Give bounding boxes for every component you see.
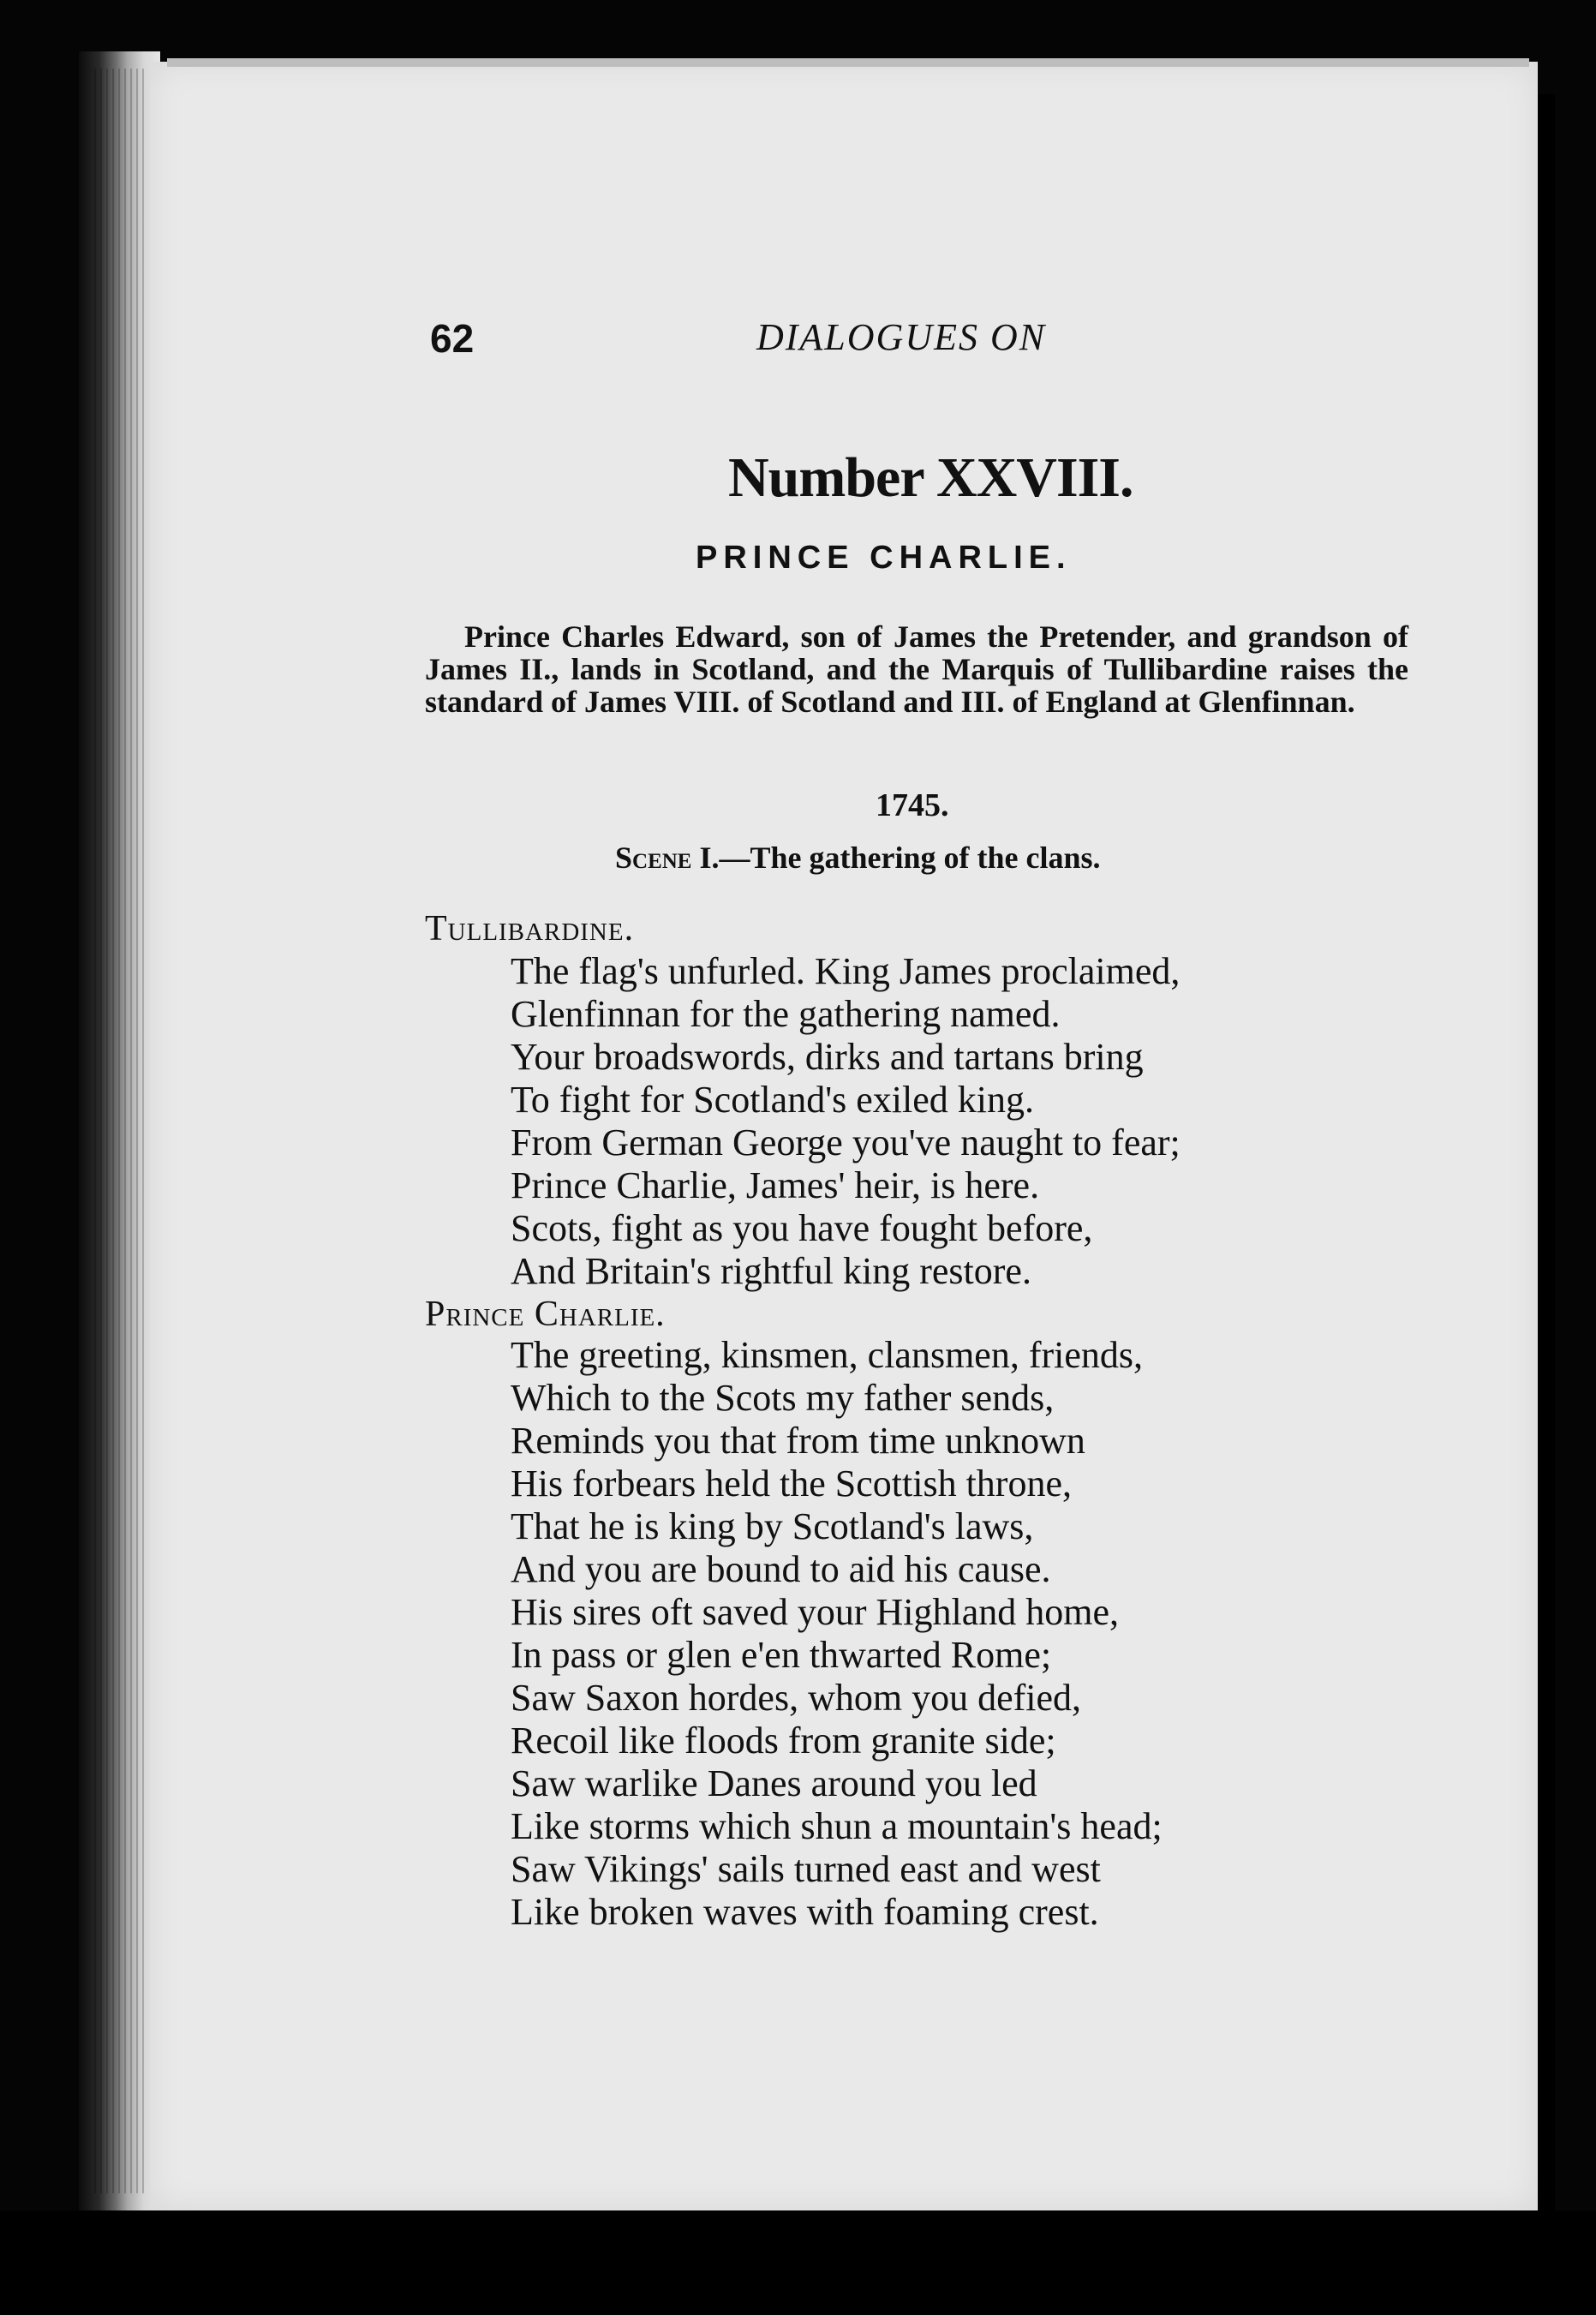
- verse-line: Which to the Scots my father sends,: [511, 1377, 1055, 1419]
- year-label: 1745.: [876, 787, 949, 823]
- section-number-title: Number XXVIII.: [728, 446, 1133, 509]
- verse-line: To fight for Scotland's exiled king.: [511, 1079, 1034, 1121]
- verse-line: His sires oft saved your Highland home,: [511, 1591, 1119, 1633]
- verse-line: Saw Vikings' sails turned east and west: [511, 1848, 1101, 1890]
- section-subject-title: PRINCE CHARLIE.: [696, 540, 1072, 576]
- page-top-edge: [167, 58, 1529, 67]
- scene-label: Scene I.: [615, 840, 720, 875]
- page-stack-lines: [94, 69, 146, 2193]
- verse-line: In pass or glen e'en thwarted Rome;: [511, 1634, 1052, 1676]
- verse-line: The flag's unfurled. King James proclaimed,: [511, 950, 1181, 992]
- speaker-name: Tullibardine.: [425, 909, 635, 948]
- scan-bottom-band: [0, 2210, 1596, 2315]
- verse-line: Saw Saxon hordes, whom you defied,: [511, 1677, 1082, 1719]
- page-number: 62: [430, 316, 475, 361]
- verse-line: His forbears held the Scottish throne,: [511, 1463, 1072, 1504]
- verse-line: Your broadswords, dirks and tartans bring: [511, 1036, 1144, 1078]
- speaker-name: Prince Charlie.: [425, 1295, 666, 1334]
- verse-line: Like storms which shun a mountain's head;: [511, 1805, 1163, 1847]
- verse-line: Prince Charlie, James' heir, is here.: [511, 1164, 1040, 1206]
- verse-line: And you are bound to aid his cause.: [511, 1548, 1051, 1590]
- intro-paragraph: Prince Charles Edward, son of James the Pretender, and grandson of James II., lands in Scotland, and the Marquis of Tullibardine raises the standard of James VIII. of Scotland and III. of England at Glenfinnan.: [425, 619, 1408, 719]
- verse-line: Recoil like floods from granite side;: [511, 1720, 1056, 1762]
- verse-line: The greeting, kinsmen, clansmen, friends,: [511, 1334, 1144, 1376]
- verse-line: That he is king by Scotland's laws,: [511, 1505, 1034, 1547]
- verse-line: Like broken waves with foaming crest.: [511, 1891, 1099, 1933]
- verse-line: And Britain's rightful king restore.: [511, 1250, 1031, 1292]
- scene-heading: [615, 840, 1101, 876]
- running-title: DIALOGUES ON: [756, 316, 1047, 358]
- verse-line: Scots, fight as you have fought before,: [511, 1207, 1093, 1249]
- page-right-shadow: [1538, 94, 1555, 2210]
- scene-description: —The gathering of the clans.: [719, 840, 1101, 875]
- verse-line: From German George you've naught to fear;: [511, 1122, 1181, 1163]
- verse-line: Saw warlike Danes around you led: [511, 1762, 1037, 1804]
- verse-line: Reminds you that from time unknown: [511, 1420, 1085, 1462]
- verse-line: Glenfinnan for the gathering named.: [511, 993, 1061, 1035]
